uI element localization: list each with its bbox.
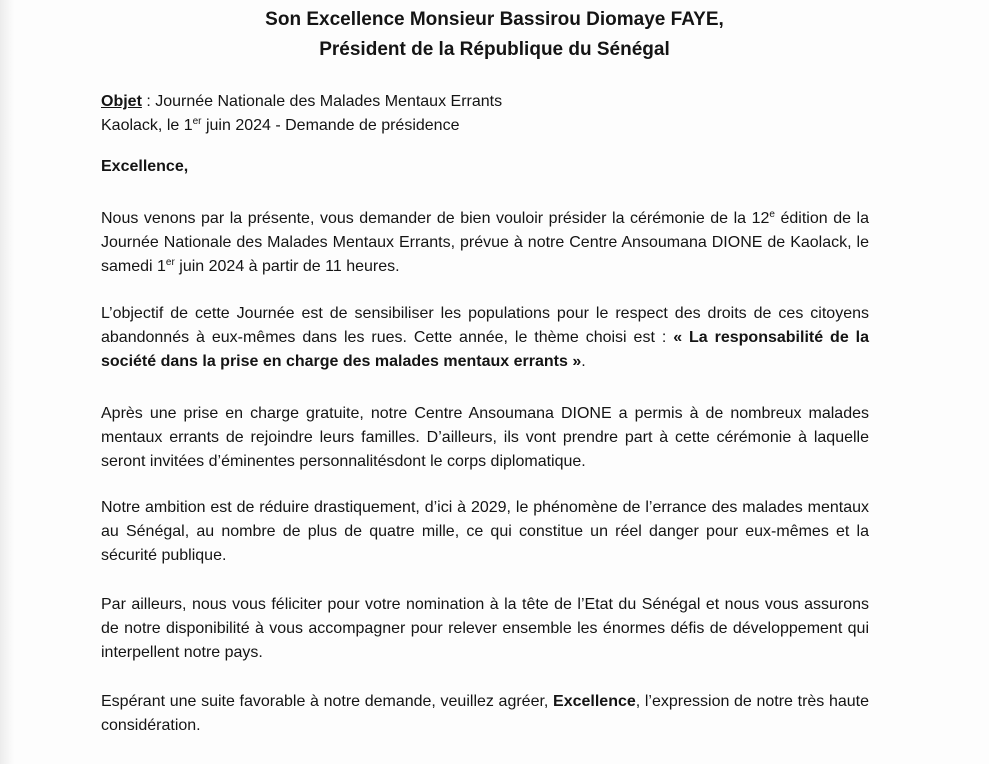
object-title: Journée Nationale des Malades Mentaux Errants — [155, 93, 503, 110]
recipient-title: Président de la République du Sénégal — [319, 39, 670, 60]
object-date-pre: Kaolack, le 1 — [101, 117, 193, 134]
salutation — [101, 155, 869, 179]
object-block — [101, 90, 869, 138]
p1-sup-b: er — [165, 257, 175, 268]
object-label: Objet — [101, 93, 142, 110]
recipient-name: Son Excellence Monsieur Bassirou Diomaye FAYE, — [265, 9, 724, 30]
p1-text-a: Nous venons par la présente, vous demander de bien vouloir présider la cérémonie de la 12 — [101, 210, 770, 227]
object-date-post: juin 2024 - Demande de présidence — [201, 117, 460, 134]
paragraph-4 — [101, 496, 869, 568]
p5-text: Par ailleurs, nous vous féliciter pour votre nomination à la tête de l’Etat du Sénégal et nous vous assurons de notre disponibilité à vous accompagner pour relever ensemble les énormes défis de développement qui interpellent notre pays. — [101, 596, 869, 661]
paragraph-1 — [101, 207, 869, 279]
paragraph-3 — [101, 402, 869, 474]
p3-text: Après une prise en charge gratuite, notre Centre Ansoumana DIONE a permis à de nombreux malades mentaux errants de rejoindre leurs familles. D’ailleurs, ils vont prendre part à cette cérémonie à laquelle seront invitées d’éminentes personnalitésdont le corps diplomatique. — [101, 405, 869, 470]
paragraph-5 — [101, 593, 869, 665]
p2-text: L’objectif de cette Journée est de sensibiliser les populations pour le respect des droits de ces citoyens abandonnés à eux-mêmes dans les rues. Cette année, le thème choisi est : — [101, 305, 869, 346]
p4-text: Notre ambition est de réduire drastiquement, d’ici à 2029, le phénomène de l’errance des malades mentaux au Sénégal, au nombre de plus de quatre mille, ce qui constitue un réel danger pour eux-mêmes et la sécurité publique. — [101, 499, 869, 564]
p6-pre: Espérant une suite favorable à notre demande, veuillez agréer, — [101, 693, 554, 710]
p6-excellence: Excellence — [553, 693, 636, 710]
scan-margin-shadow — [0, 0, 14, 764]
p6-post: , l’expression de notre très haute considération. — [101, 693, 869, 734]
p1-sup-a: e — [769, 209, 775, 220]
salutation-text: Excellence, — [101, 158, 189, 175]
p1-text-c: juin 2024 à partir de 11 heures. — [174, 258, 400, 275]
object-separator: : — [141, 93, 156, 110]
object-line-1 — [101, 90, 869, 114]
p1-text-b: édition de la Journée Nationale des Malades Mentaux Errants, prévue à notre Centre Ansoumana DIONE de Kaolack, le samedi 1 — [101, 210, 869, 275]
p2-end: . — [581, 353, 586, 370]
object-date-sup: er — [192, 116, 202, 127]
object-line-2 — [101, 114, 869, 138]
paragraph-6 — [101, 690, 869, 738]
paragraph-2 — [101, 302, 869, 374]
p2-theme: « La responsabilité de la société dans la prise en charge des malades mentaux errants » — [101, 329, 869, 370]
